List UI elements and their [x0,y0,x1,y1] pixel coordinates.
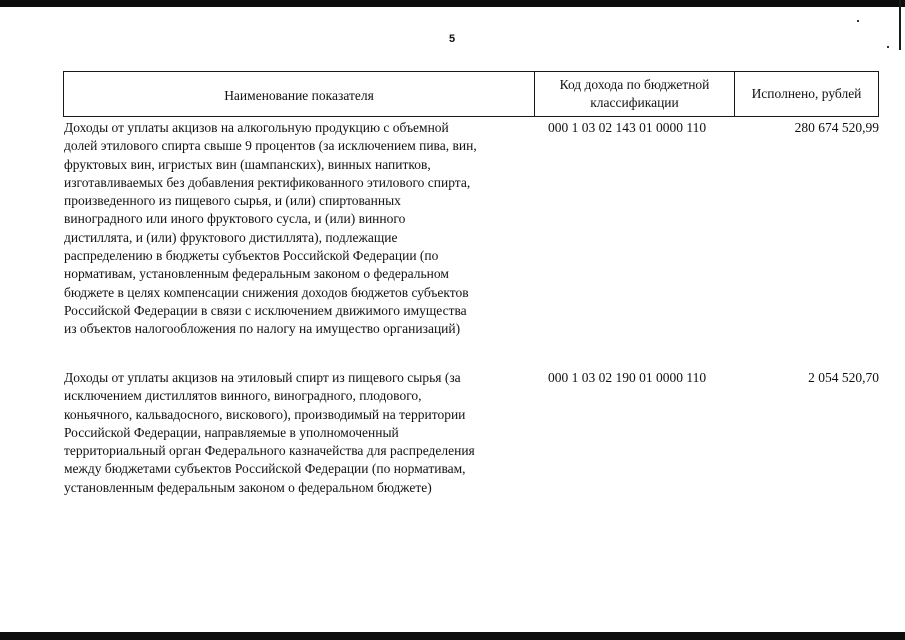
header-executed: Исполнено, рублей [751,86,862,101]
page-number: 5 [448,33,456,45]
executed-amount-cell: 280 674 520,99 [794,120,879,135]
scan-speck [887,46,889,48]
revenue-table [63,71,879,495]
text-line: нормативам, установленным федеральным законом о федеральном [64,266,449,282]
text-line: дистиллята, и (или) фруктового дистиллята), подлежащие [64,229,398,245]
text-line: установленным федеральным законом о федеральном бюджете) [64,479,432,495]
revenue-code-cell: 000 1 03 02 143 01 0000 110 [548,120,707,135]
indicator-name-cell [64,119,536,339]
header-code-line: классификации [590,95,679,110]
scan-edge-line [899,0,901,50]
scan-bottom-border [0,632,905,640]
text-line: между бюджетами субъектов Российской Федерации (по нормативам, [64,461,466,477]
table-header [63,71,879,117]
scan-top-border [0,0,905,7]
text-line: фруктовых вин, игристых вин (шампанских), винных напитков, [64,156,431,172]
text-line: Российской Федерации, направляемые в уполномоченный [64,424,399,440]
text-line: долей этилового спирта свыше 9 процентов (за исключением пива, вин, [64,138,477,154]
revenue-code-cell: 000 1 03 02 190 01 0000 110 [548,370,707,385]
text-line: из объектов налогообложения по налогу на имущество организаций) [64,321,461,337]
header-code-line: Код дохода по бюджетной [559,77,710,92]
text-line: коньячного, кальвадосного, вискового), производимый на территории [64,406,466,422]
text-line: территориальный орган Федерального казначейства для распределения [64,443,475,459]
text-line: изготавливаемых без добавления ректификованного этилового спирта, [64,174,471,190]
text-line: распределению в бюджеты субъектов Российской Федерации (по [64,248,439,264]
indicator-name-cell [64,369,536,497]
text-line: Доходы от уплаты акцизов на алкогольную продукцию с объемной [64,120,449,135]
text-line: Доходы от уплаты акцизов на этиловый спирт из пищевого сырья (за [64,370,461,385]
text-line: виноградного или иного фруктового сусла, и (или) винного [64,211,406,227]
text-line: произведенного из пищевого сырья, и (или) спиртованных [64,193,401,209]
text-line: исключением дистиллятов винного, виноградного, плодового, [64,388,422,404]
header-revenue-code [535,72,735,116]
executed-amount-cell: 2 054 520,70 [808,370,879,385]
text-line: бюджете в целях компенсации снижения доходов бюджетов субъектов [64,284,469,300]
scan-speck [857,20,859,22]
text-line: Российской Федерации в связи с исключением движимого имущества [64,302,467,318]
header-indicator-name: Наименование показателя [64,72,535,116]
